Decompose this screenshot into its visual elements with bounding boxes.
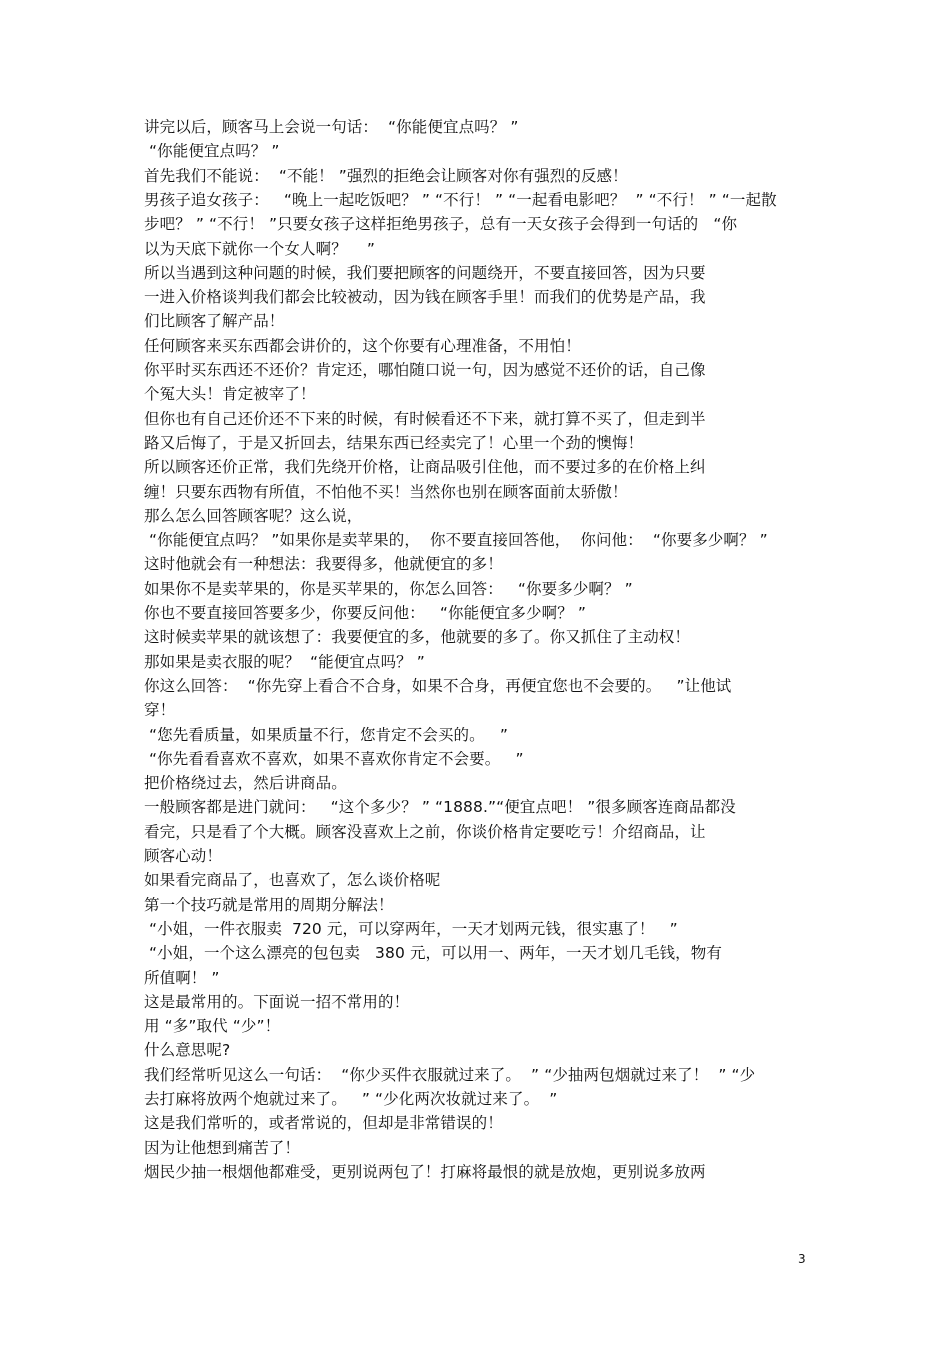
text-line: 如果你不是卖苹果的，你是买苹果的，你怎么回答： “你要多少啊？ ” (144, 580, 633, 598)
text-line: 穿！ (144, 701, 176, 719)
page-number: 3 (798, 1252, 806, 1266)
text-line: 首先我们不能说： “不能！ ”强烈的拒绝会让顾客对你有强烈的反感！ (144, 167, 628, 185)
text-line: 这是我们常听的，或者常说的，但却是非常错误的！ (144, 1114, 503, 1132)
text-line: “小姐，一个这么漂亮的包包卖 380 元，可以用一、两年，一天才划几毛钱，物有 (144, 944, 722, 962)
text-line: 们比顾客了解产品！ (144, 312, 285, 330)
text-line: 任何顾客来买东西都会讲价的，这个你要有心理准备，不用怕！ (144, 337, 581, 355)
text-line: 一般顾客都是进门就问： “这个多少？ ” “1888.”“便宜点吧！ ”很多顾客连商品都没 (144, 798, 736, 816)
text-line: 这是最常用的。下面说一招不常用的！ (144, 993, 410, 1011)
text-line: 以为天底下就你一个女人啊？ ” (144, 240, 376, 258)
text-line: 路又后悔了，于是又折回去，结果东西已经卖完了！心里一个劲的懊悔！ (144, 434, 644, 452)
text-line: 把价格绕过去，然后讲商品。 (144, 774, 347, 792)
text-line: 我们经常听见这么一句话： “你少买件衣服就过来了。 ” “少抽两包烟就过来了！ ” “少 (144, 1066, 756, 1084)
text-line: 因为让他想到痛苦了！ (144, 1139, 301, 1157)
text-line: 这时候卖苹果的就该想了：我要便宜的多，他就要的多了。你又抓住了主动权！ (144, 628, 691, 646)
text-line: “小姐，一件衣服卖 720 元，可以穿两年，一天才划两元钱，很实惠了！ ” (144, 920, 678, 938)
text-line: 顾客心动！ (144, 847, 223, 865)
text-line: 什么意思呢? (144, 1041, 231, 1059)
text-line: 用 “多”取代 “少”！ (144, 1017, 281, 1035)
text-line: 所以当遇到这种问题的时候，我们要把顾客的问题绕开，不要直接回答，因为只要 (144, 264, 706, 282)
text-line: 这时他就会有一种想法：我要得多，他就便宜的多！ (144, 555, 503, 573)
text-line: 你也不要直接回答要多少，你要反问他： “你能便宜多少啊？ ” (144, 604, 586, 622)
text-line: 但你也有自己还价还不下来的时候，有时候看还不下来，就打算不买了，但走到半 (144, 410, 706, 428)
text-line: 一进入价格谈判我们都会比较被动，因为钱在顾客手里！而我们的优势是产品，我 (144, 288, 706, 306)
text-line: 去打麻将放两个炮就过来了。 ” “少化两次妆就过来了。 ” (144, 1090, 558, 1108)
text-line: 你平时买东西还不还价？肯定还，哪怕随口说一句，因为感觉不还价的话，自己像 (144, 361, 706, 379)
text-line: 讲完以后，顾客马上会说一句话： “你能便宜点吗？ ” (144, 118, 519, 136)
text-line: “你能便宜点吗？ ” (144, 142, 280, 160)
text-line: 步吧？ ” “不行！ ”只要女孩子这样拒绝男孩子，总有一天女孩子会得到一句话的 “你 (144, 215, 738, 233)
text-line: 所值啊！ ” (144, 969, 220, 987)
text-line: 缠！只要东西物有所值，不怕他不买！当然你也别在顾客面前太骄傲！ (144, 483, 628, 501)
text-line: 所以顾客还价正常，我们先绕开价格，让商品吸引住他，而不要过多的在价格上纠 (144, 458, 706, 476)
text-line: 第一个技巧就是常用的周期分解法！ (144, 896, 394, 914)
text-line: 个冤大头！肯定被宰了！ (144, 385, 316, 403)
text-line: “你能便宜点吗？ ”如果你是卖苹果的， 你不要直接回答他， 你问他： “你要多少啊？ ” (144, 531, 768, 549)
text-line: 那如果是卖衣服的呢？ “能便宜点吗？ ” (144, 653, 425, 671)
text-line: 那么怎么回答顾客呢？这么说， (144, 507, 363, 525)
text-line: 看完，只是看了个大概。顾客没喜欢上之前，你谈价格肯定要吃亏！介绍商品，让 (144, 823, 706, 841)
text-line: “您先看质量，如果质量不行，您肯定不会买的。 ” (144, 726, 508, 744)
text-line: 你这么回答： “你先穿上看合不合身，如果不合身，再便宜您也不会要的。 ”让他试 (144, 677, 732, 695)
text-line: 男孩子追女孩子： “晚上一起吃饭吧？ ” “不行！ ” “一起看电影吧？ ” “不行！ ” “一起散 (144, 191, 777, 209)
text-line: “你先看看喜欢不喜欢，如果不喜欢你肯定不会要。 ” (144, 750, 524, 768)
text-line: 如果看完商品了，也喜欢了，怎么谈价格呢 (144, 871, 441, 889)
text-line: 烟民少抽一根烟他都难受，更别说两包了！打麻将最恨的就是放炮，更别说多放两 (144, 1163, 706, 1181)
